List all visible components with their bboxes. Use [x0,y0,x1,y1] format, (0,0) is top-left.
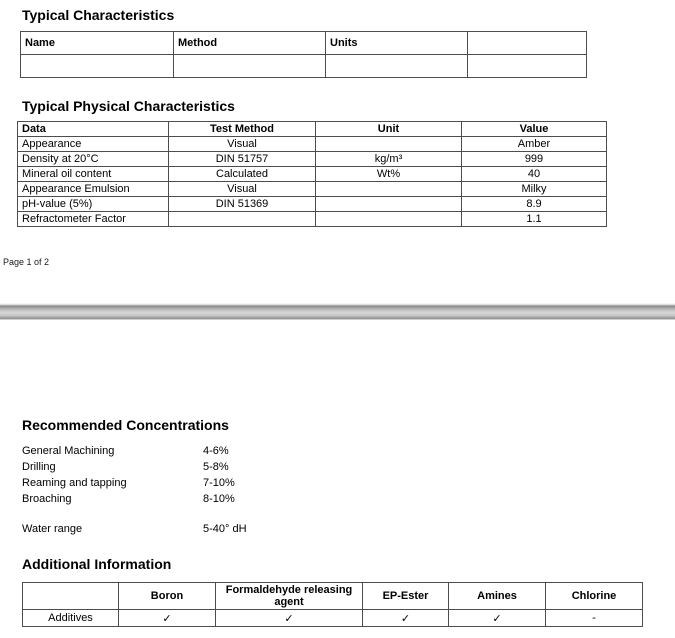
dash-cell: - [546,610,643,627]
table-cell [326,55,468,78]
table-cell: Amber [462,137,607,152]
table-cell: Appearance Emulsion [18,182,169,197]
page-break-divider [0,303,675,320]
column-header: Unit [316,122,462,137]
table-header-row [18,122,607,137]
table-cell: Milky [462,182,607,197]
table-cell: 999 [462,152,607,167]
table-cell [174,55,326,78]
table-cell [468,55,587,78]
row-header-additives: Additives [23,610,119,627]
concentration-value: 8-10% [203,493,235,505]
water-range-value: 5-40° dH [203,523,247,535]
table-cell: Appearance [18,137,169,152]
table-cell: Visual [169,137,316,152]
table-cell [316,137,462,152]
table-row [18,152,607,167]
checkmark-cell: ✓ [119,610,216,627]
table-row [18,212,607,227]
list-item [22,475,235,491]
column-header: EP-Ester [363,583,449,610]
table-row [21,55,587,78]
concentration-value: 4-6% [203,445,229,457]
table-cell: 1.1 [462,212,607,227]
column-header [23,583,119,610]
table-cell: DIN 51369 [169,197,316,212]
section-title-recommended-concentrations: Recommended Concentrations [22,417,229,433]
table-cell: Wt% [316,167,462,182]
typical-characteristics-table [20,31,587,78]
additional-information-table [22,582,643,627]
column-header: Value [462,122,607,137]
column-header: Name [21,32,174,55]
column-header: Amines [449,583,546,610]
concentration-value: 5-8% [203,461,229,473]
column-header: Units [326,32,468,55]
water-range-row [22,521,247,537]
list-item [22,443,235,459]
table-cell [316,197,462,212]
column-header: Test Method [169,122,316,137]
column-header [468,32,587,55]
column-header: Boron [119,583,216,610]
table-cell: kg/m³ [316,152,462,167]
table-header-row [21,32,587,55]
table-row [18,182,607,197]
concentration-label: Reaming and tapping [22,477,127,489]
table-cell: Visual [169,182,316,197]
list-item [22,459,235,475]
checkmark-cell: ✓ [449,610,546,627]
column-header: Formaldehyde releasing agent [216,583,363,610]
table-cell: 40 [462,167,607,182]
table-cell: 8.9 [462,197,607,212]
table-row [18,137,607,152]
table-cell: pH-value (5%) [18,197,169,212]
column-header: Method [174,32,326,55]
table-row [23,610,643,627]
table-cell: Density at 20°C [18,152,169,167]
table-header-row [23,583,643,610]
concentration-value: 7-10% [203,477,235,489]
concentration-label: Broaching [22,493,72,505]
table-cell [316,182,462,197]
table-cell: Refractometer Factor [18,212,169,227]
table-row [18,197,607,212]
table-cell: DIN 51757 [169,152,316,167]
column-header: Chlorine [546,583,643,610]
page-number: Page 1 of 2 [3,257,50,267]
section-title-typical-characteristics: Typical Characteristics [22,7,175,23]
table-cell [316,212,462,227]
concentration-label: Drilling [22,461,56,473]
table-cell [169,212,316,227]
concentration-label: General Machining [22,445,115,457]
list-item [22,491,235,507]
physical-characteristics-table [17,121,607,227]
table-cell: Mineral oil content [18,167,169,182]
section-title-physical-characteristics: Typical Physical Characteristics [22,98,235,114]
water-range-label: Water range [22,523,83,535]
section-title-additional-information: Additional Information [22,556,172,572]
table-cell: Calculated [169,167,316,182]
checkmark-cell: ✓ [363,610,449,627]
table-row [18,167,607,182]
concentrations-list [22,443,235,507]
checkmark-cell: ✓ [216,610,363,627]
table-cell [21,55,174,78]
column-header: Data [18,122,169,137]
